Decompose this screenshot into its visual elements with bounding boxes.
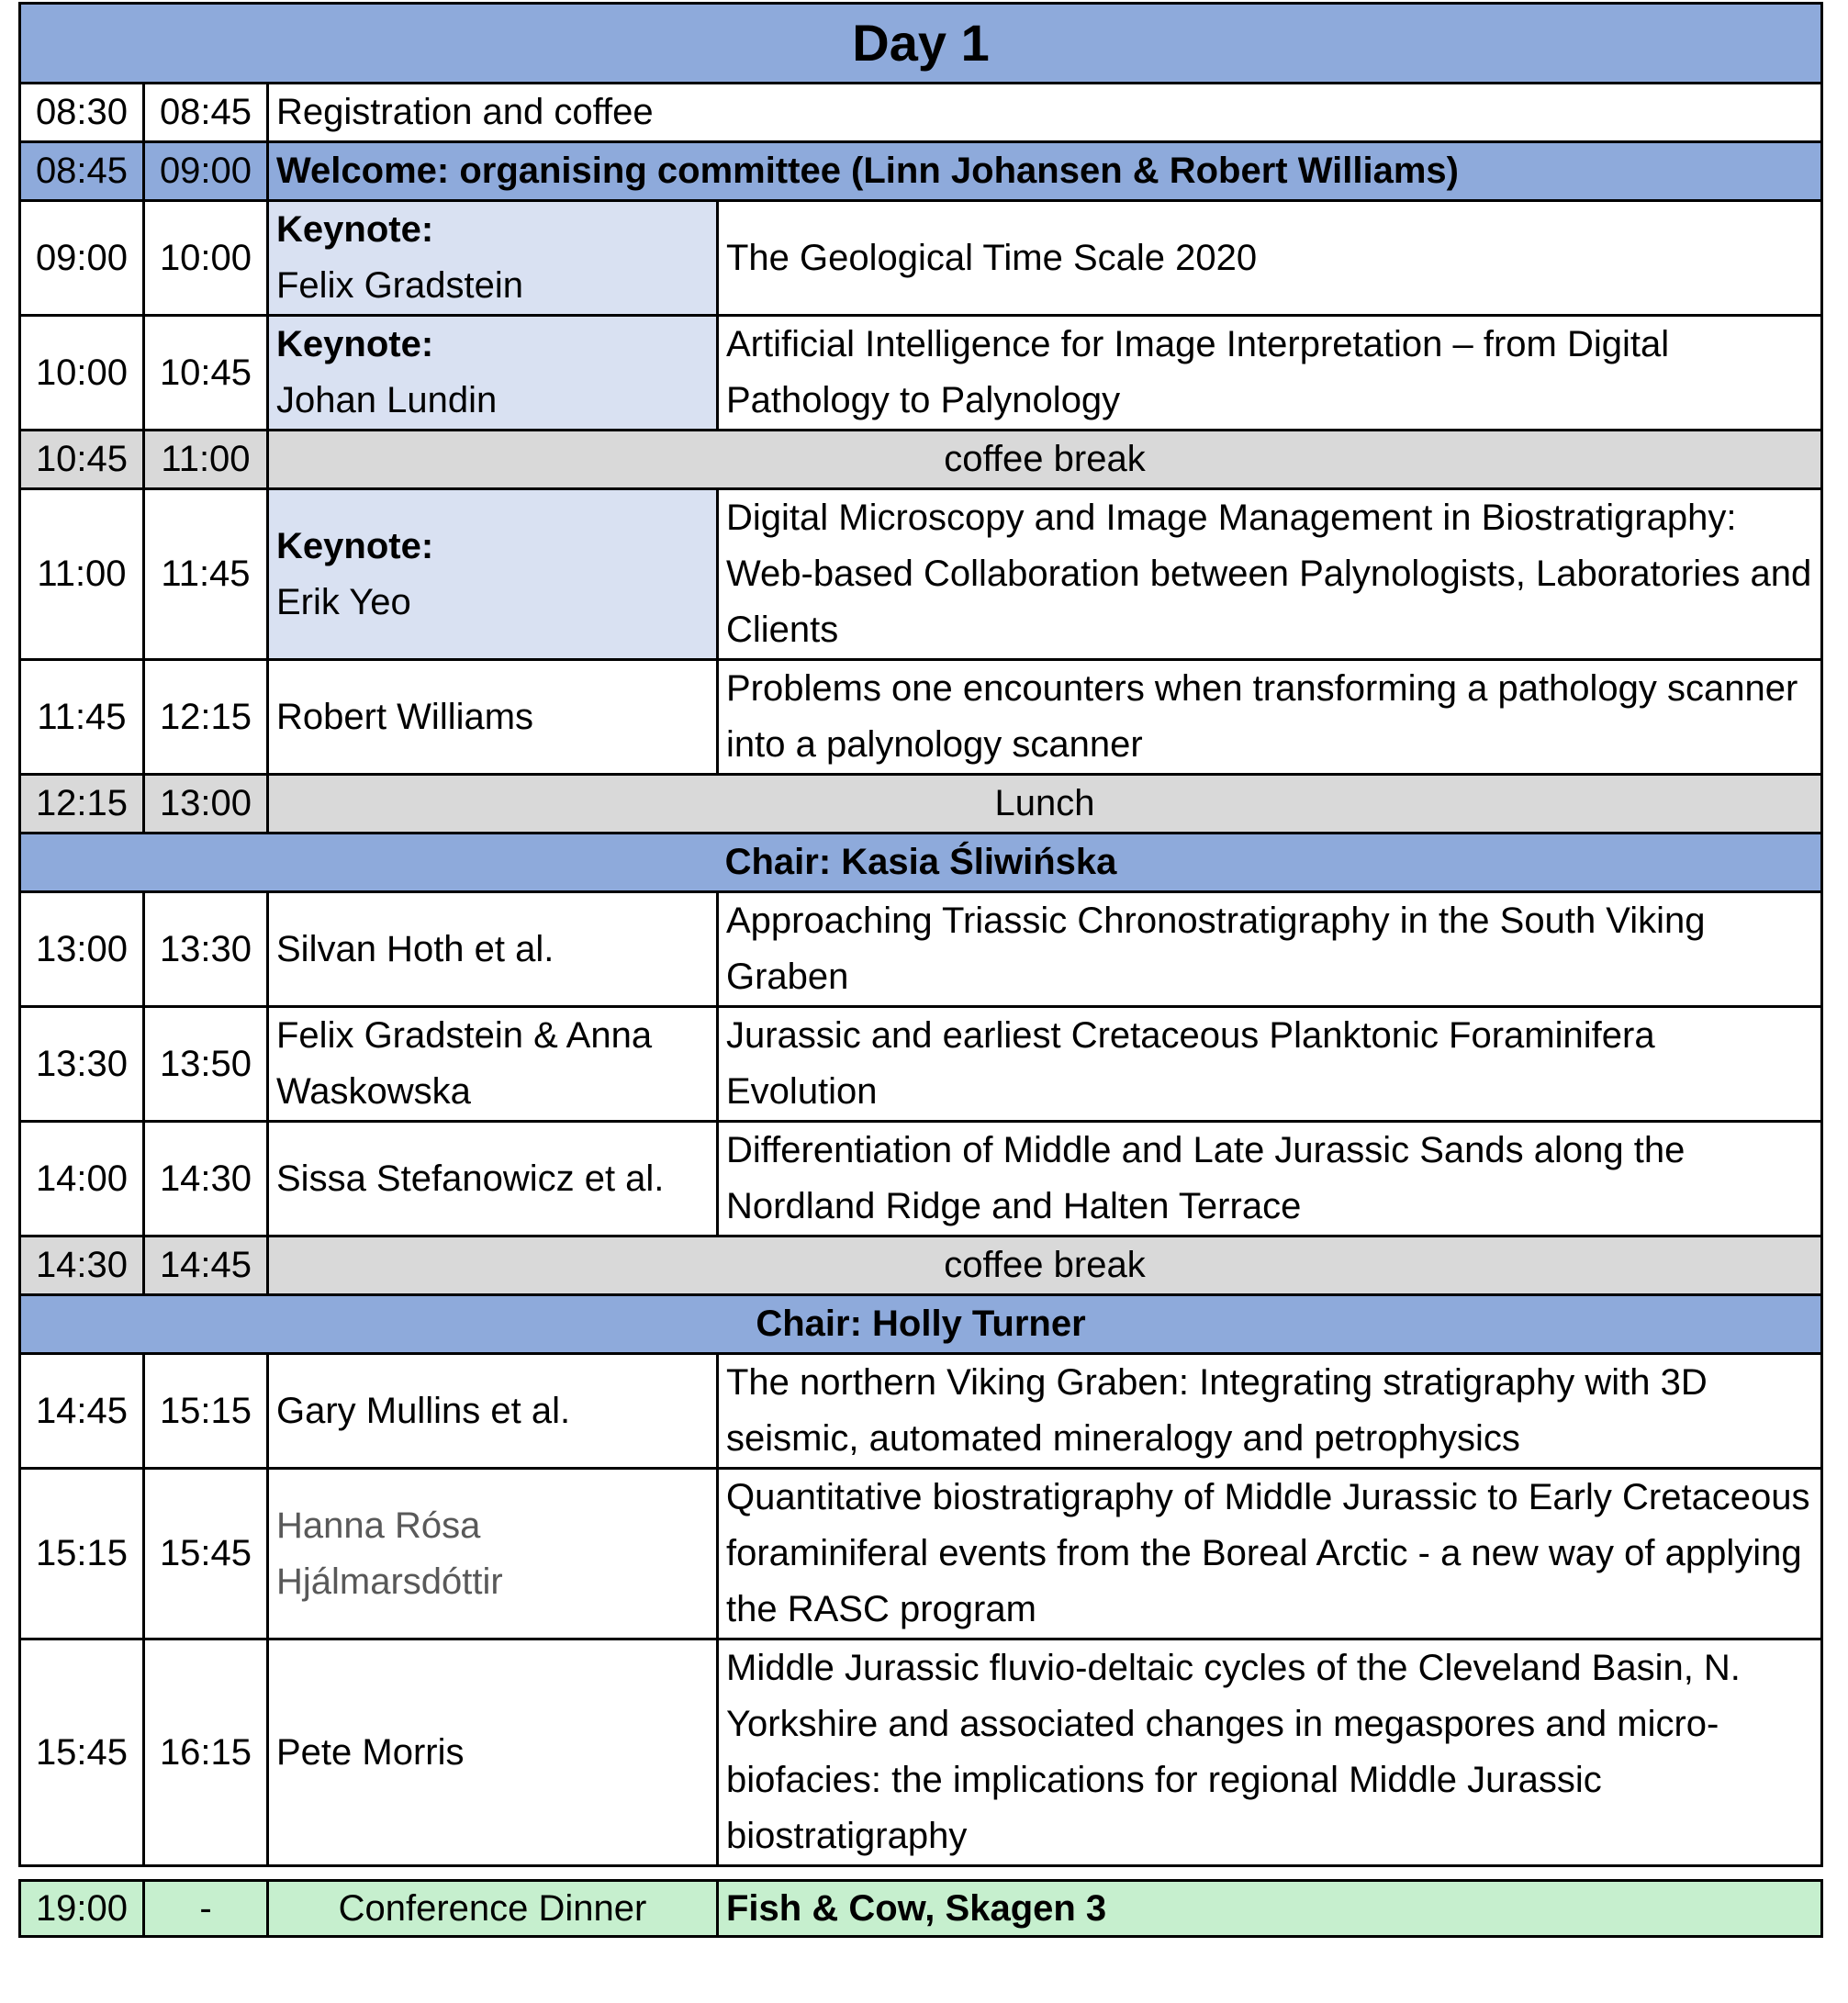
start-time: 13:30 [20, 1007, 144, 1122]
dinner-end-time: - [144, 1881, 268, 1937]
speaker-name: Silvan Hoth et al. [268, 892, 718, 1007]
speaker-name: Gary Mullins et al. [268, 1354, 718, 1469]
schedule-row [20, 1122, 1822, 1236]
start-time: 12:15 [20, 775, 144, 834]
break-row [20, 1236, 1822, 1295]
talk-title: Problems one encounters when transforming a pathology scanner into a palynology scanner [718, 660, 1822, 775]
talk-title: Jurassic and earliest Cretaceous Planktonic Foraminifera Evolution [718, 1007, 1822, 1122]
speaker-name: Felix Gradstein [276, 265, 523, 306]
end-time: 08:45 [144, 84, 268, 142]
end-time: 10:00 [144, 201, 268, 316]
speaker-name: Erik Yeo [276, 581, 411, 622]
start-time: 08:45 [20, 142, 144, 201]
speaker-cell [268, 316, 718, 431]
keynote-row [20, 489, 1822, 660]
day-header-row [20, 4, 1822, 84]
keynote-label: Keynote: [276, 324, 434, 364]
chair-row [20, 1295, 1822, 1354]
schedule-table [18, 2, 1823, 1867]
end-time: 13:30 [144, 892, 268, 1007]
dinner-start-time: 19:00 [20, 1881, 144, 1937]
start-time: 10:45 [20, 431, 144, 489]
session-title: Welcome: organising committee (Linn Johansen & Robert Williams) [268, 142, 1822, 201]
start-time: 13:00 [20, 892, 144, 1007]
talk-title: Differentiation of Middle and Late Jurassic Sands along the Nordland Ridge and Halten Terrace [718, 1122, 1822, 1236]
schedule-row [20, 892, 1822, 1007]
start-time: 15:15 [20, 1469, 144, 1639]
start-time: 08:30 [20, 84, 144, 142]
start-time: 14:30 [20, 1236, 144, 1295]
speaker-name: Robert Williams [268, 660, 718, 775]
start-time: 14:00 [20, 1122, 144, 1236]
break-row [20, 431, 1822, 489]
start-time: 11:00 [20, 489, 144, 660]
end-time: 10:45 [144, 316, 268, 431]
schedule-row [20, 84, 1822, 142]
talk-title: Middle Jurassic fluvio-deltaic cycles of the Cleveland Basin, N. Yorkshire and associated changes in megaspores and micro-biofacies: the implications for regional Middle Jurassic biostratigraphy [718, 1639, 1822, 1866]
speaker-cell [268, 201, 718, 316]
keynote-label: Keynote: [276, 209, 434, 250]
schedule-row [20, 1639, 1822, 1866]
start-time: 11:45 [20, 660, 144, 775]
welcome-row [20, 142, 1822, 201]
break-label: coffee break [268, 431, 1822, 489]
speaker-name: Sissa Stefanowicz et al. [268, 1122, 718, 1236]
talk-title: Quantitative biostratigraphy of Middle Jurassic to Early Cretaceous foraminiferal events from the Boreal Arctic - a new way of applying the RASC program [718, 1469, 1822, 1639]
keynote-row [20, 316, 1822, 431]
start-time: 15:45 [20, 1639, 144, 1866]
dinner-table [18, 1879, 1823, 1938]
chair-row [20, 834, 1822, 892]
talk-title: Digital Microscopy and Image Management in Biostratigraphy: Web-based Collaboration between Palynologists, Laboratories and Clients [718, 489, 1822, 660]
talk-title: Approaching Triassic Chronostratigraphy in the South Viking Graben [718, 892, 1822, 1007]
talk-title: The northern Viking Graben: Integrating stratigraphy with 3D seismic, automated mineralogy and petrophysics [718, 1354, 1822, 1469]
break-label: coffee break [268, 1236, 1822, 1295]
end-time: 13:50 [144, 1007, 268, 1122]
end-time: 11:00 [144, 431, 268, 489]
speaker-name: Hanna Rósa Hjálmarsdóttir [268, 1469, 718, 1639]
start-time: 10:00 [20, 316, 144, 431]
chair-label: Chair: Holly Turner [20, 1295, 1822, 1354]
end-time: 16:15 [144, 1639, 268, 1866]
speaker-name: Felix Gradstein & Anna Waskowska [268, 1007, 718, 1122]
end-time: 15:15 [144, 1354, 268, 1469]
end-time: 15:45 [144, 1469, 268, 1639]
chair-label: Chair: Kasia Śliwińska [20, 834, 1822, 892]
dinner-row [20, 1881, 1822, 1937]
schedule-row [20, 1469, 1822, 1639]
dinner-venue: Fish & Cow, Skagen 3 [718, 1881, 1822, 1937]
end-time: 09:00 [144, 142, 268, 201]
talk-title: The Geological Time Scale 2020 [718, 201, 1822, 316]
schedule-row [20, 1007, 1822, 1122]
break-label: Lunch [268, 775, 1822, 834]
start-time: 14:45 [20, 1354, 144, 1469]
break-row [20, 775, 1822, 834]
session-title: Registration and coffee [268, 84, 1822, 142]
keynote-row [20, 201, 1822, 316]
talk-title: Artificial Intelligence for Image Interpretation – from Digital Pathology to Palynology [718, 316, 1822, 431]
start-time: 09:00 [20, 201, 144, 316]
dinner-event: Conference Dinner [268, 1881, 718, 1937]
speaker-cell [268, 489, 718, 660]
schedule-row [20, 1354, 1822, 1469]
speaker-name: Johan Lundin [276, 380, 498, 420]
end-time: 13:00 [144, 775, 268, 834]
schedule-row [20, 660, 1822, 775]
end-time: 11:45 [144, 489, 268, 660]
speaker-name: Pete Morris [268, 1639, 718, 1866]
end-time: 14:45 [144, 1236, 268, 1295]
keynote-label: Keynote: [276, 525, 434, 566]
end-time: 12:15 [144, 660, 268, 775]
day-title: Day 1 [20, 4, 1822, 84]
end-time: 14:30 [144, 1122, 268, 1236]
